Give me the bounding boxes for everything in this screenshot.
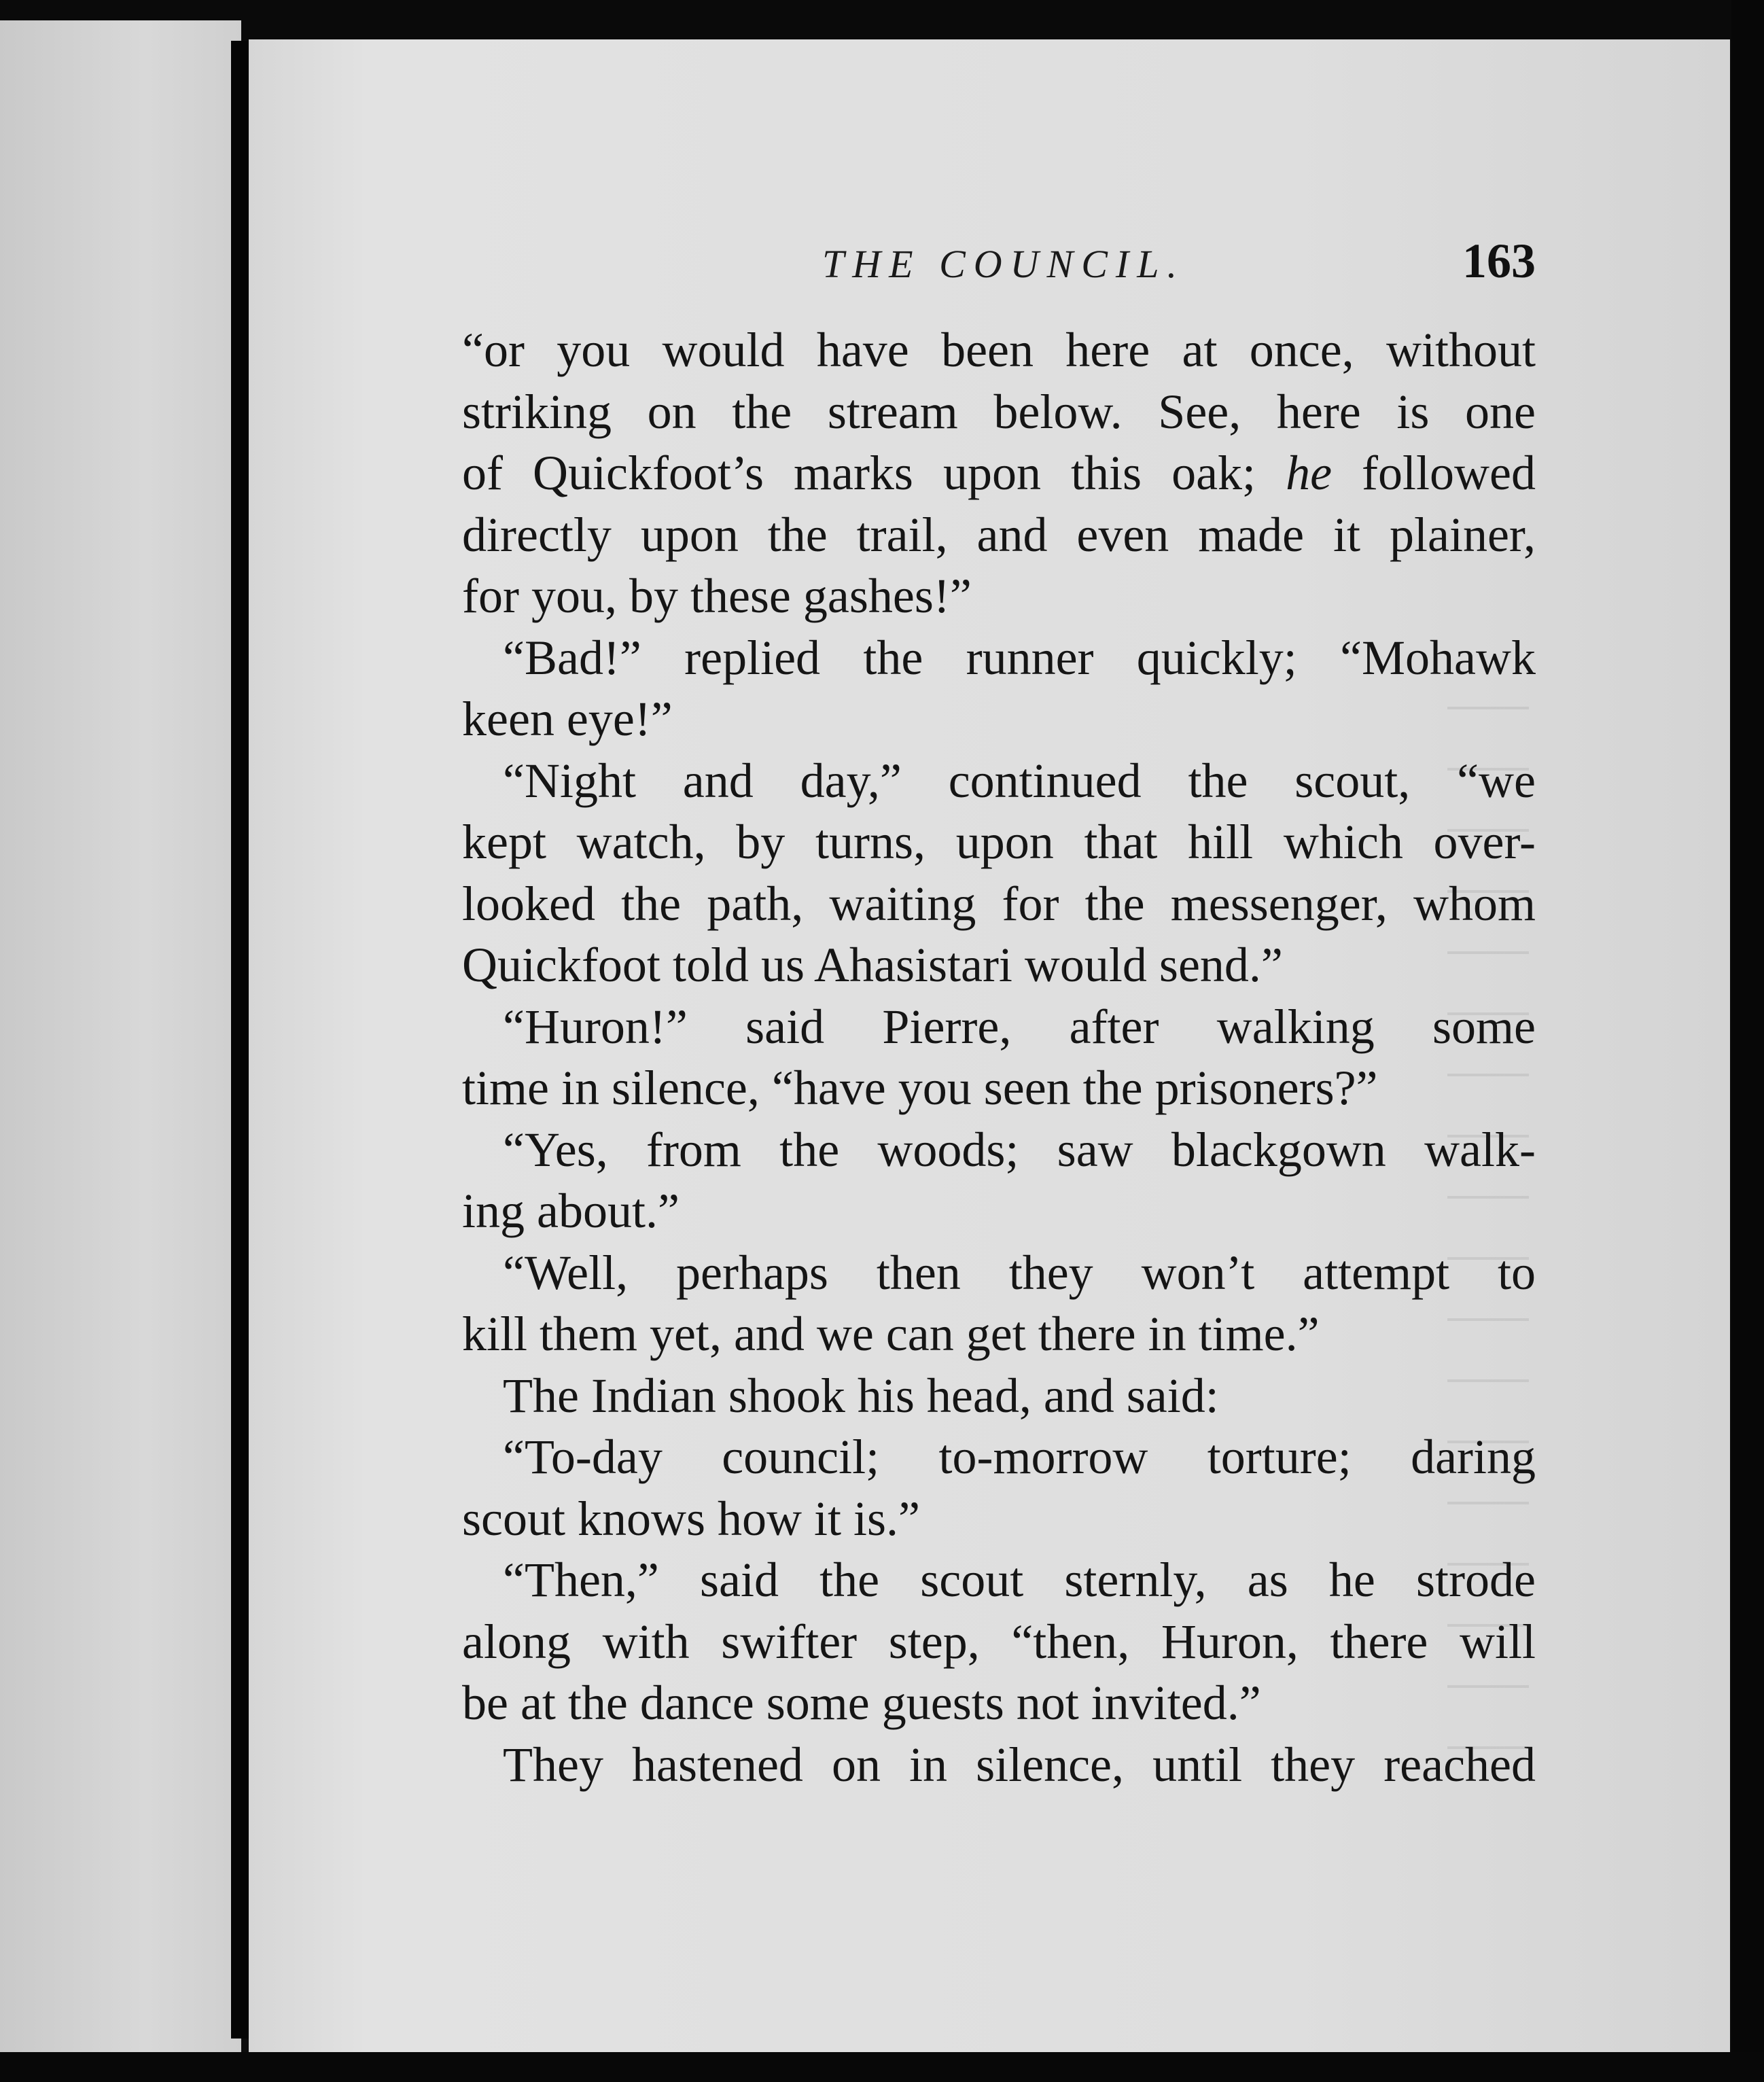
book-gutter (231, 41, 249, 2039)
text-line: striking on the stream below. See, here is one (462, 384, 1536, 439)
italic-word: he (1286, 446, 1333, 500)
text-line: The Indian shook his head, and said: (503, 1368, 1219, 1423)
text-line: “Yes, from the woods; saw blackgown walk- (503, 1122, 1536, 1177)
text-line: “or you would have been here at once, without (462, 323, 1536, 377)
text-segment: of Quickfoot’s marks upon this oak; (462, 446, 1286, 500)
scan-top-border (0, 0, 1764, 41)
text-line: be at the dance some guests not invited.” (462, 1676, 1261, 1730)
text-segment: followed (1332, 446, 1536, 500)
text-line: for you, by these gashes!” (462, 569, 972, 623)
page-header (462, 228, 1536, 302)
scan-right-border (1731, 0, 1764, 2082)
text-line: along with swifter step, “then, Huron, there will (462, 1614, 1536, 1669)
text-line: “Then,” said the scout sternly, as he strode (503, 1553, 1536, 1607)
text-line: “Huron!” said Pierre, after walking some (503, 999, 1536, 1054)
text-line: scout knows how it is.” (462, 1491, 920, 1546)
text-line: “Well, perhaps then they won’t attempt to (503, 1245, 1536, 1300)
text-line (462, 442, 1536, 504)
text-line: keen eye!” (462, 692, 673, 746)
text-line: Quickfoot told us Ahasistari would send.” (462, 938, 1283, 992)
text-line: kill them yet, and we can get there in time.” (462, 1307, 1320, 1361)
text-line: “Night and day,” continued the scout, “we (503, 753, 1536, 808)
text-line: “Bad!” replied the runner quickly; “Mohawk (503, 630, 1536, 685)
text-line: looked the path, waiting for the messenger, whom (462, 876, 1536, 931)
text-line: kept watch, by turns, upon that hill which over- (462, 815, 1536, 869)
scan-bottom-border (0, 2052, 1764, 2082)
running-head: THE COUNCIL. (822, 242, 1185, 286)
left-page-edge (0, 20, 241, 2052)
text-line: directly upon the trail, and even made it plainer, (462, 507, 1536, 562)
text-line: “To-day council; to-morrow torture; daring (503, 1430, 1536, 1484)
text-line: They hastened on in silence, until they reached (503, 1737, 1536, 1792)
text-line: ing about.” (462, 1184, 680, 1238)
body-text (462, 319, 1536, 1795)
page-number: 163 (1462, 234, 1536, 288)
text-line: time in silence, “have you seen the prisoners?” (462, 1061, 1378, 1115)
